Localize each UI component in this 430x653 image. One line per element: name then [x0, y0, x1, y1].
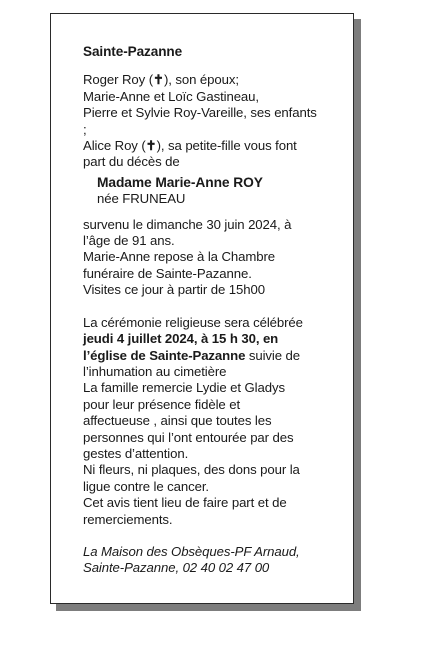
family-line: [83, 72, 335, 88]
obituary-card: [50, 13, 354, 604]
deceased-block: [83, 175, 335, 208]
details-line: Visites ce jour à partir de 15h00: [83, 282, 265, 298]
ceremony-line: La cérémonie religieuse sera célébrée: [83, 314, 303, 330]
details-line: Marie-Anne repose à la Chambre: [83, 249, 275, 265]
family-text: Alice Roy (: [83, 138, 146, 154]
ceremony-line: remerciements.: [83, 511, 173, 527]
details-line: funéraire de Sainte-Pazanne.: [83, 265, 252, 281]
ceremony-date: jeudi 4 juillet 2024, à 15 h 30, en: [83, 331, 279, 347]
ceremony-line: La famille remercie Lydie et Gladys: [83, 380, 285, 396]
town-heading: Sainte-Pazanne: [83, 44, 183, 59]
birth-name: née FRUNEAU: [97, 191, 186, 207]
family-line: [83, 138, 335, 154]
ceremony-line: ligue contre le cancer.: [83, 478, 209, 494]
ceremony-text: suivie de: [245, 347, 301, 363]
funeral-home-line: Sainte-Pazanne, 02 40 02 47 00: [83, 560, 270, 576]
family-text: ), sa petite-fille vous font: [156, 138, 297, 154]
details-line: l’âge de 91 ans.: [83, 233, 175, 249]
details-block: [83, 217, 335, 299]
family-line: Pierre et Sylvie Roy-Vareille, ses enfants: [83, 105, 317, 121]
family-line: Marie-Anne et Loïc Gastineau,: [83, 88, 259, 104]
ceremony-line: Cet avis tient lieu de faire part et de: [83, 495, 287, 511]
family-text: ), son époux;: [163, 72, 239, 88]
cross-icon: ✝: [145, 138, 157, 154]
obituary-content: [83, 44, 335, 577]
funeral-home-block: [83, 544, 335, 577]
details-line: survenu le dimanche 30 juin 2024, à: [83, 216, 292, 232]
ceremony-church: l’église de Sainte-Pazanne: [83, 347, 246, 363]
family-line: ;: [83, 121, 87, 137]
family-block: [83, 72, 335, 170]
funeral-home-line: La Maison des Obsèques-PF Arnaud,: [83, 543, 300, 559]
ceremony-block: [83, 315, 335, 528]
ceremony-line: affectueuse , ainsi que toutes les: [83, 413, 272, 429]
ceremony-line: gestes d’attention.: [83, 445, 189, 461]
deceased-name: Madame Marie-Anne ROY: [97, 174, 263, 190]
ceremony-line: [83, 348, 335, 364]
ceremony-line: l’inhumation au cimetière: [83, 363, 227, 379]
family-line: part du décès de: [83, 154, 180, 170]
cross-icon: ✝: [153, 72, 164, 88]
family-text: Roger Roy (: [83, 72, 153, 88]
ceremony-line: Ni fleurs, ni plaques, des dons pour la: [83, 462, 300, 478]
ceremony-line: pour leur présence fidèle et: [83, 396, 241, 412]
ceremony-line: personnes qui l’ont entourée par des: [83, 429, 294, 445]
